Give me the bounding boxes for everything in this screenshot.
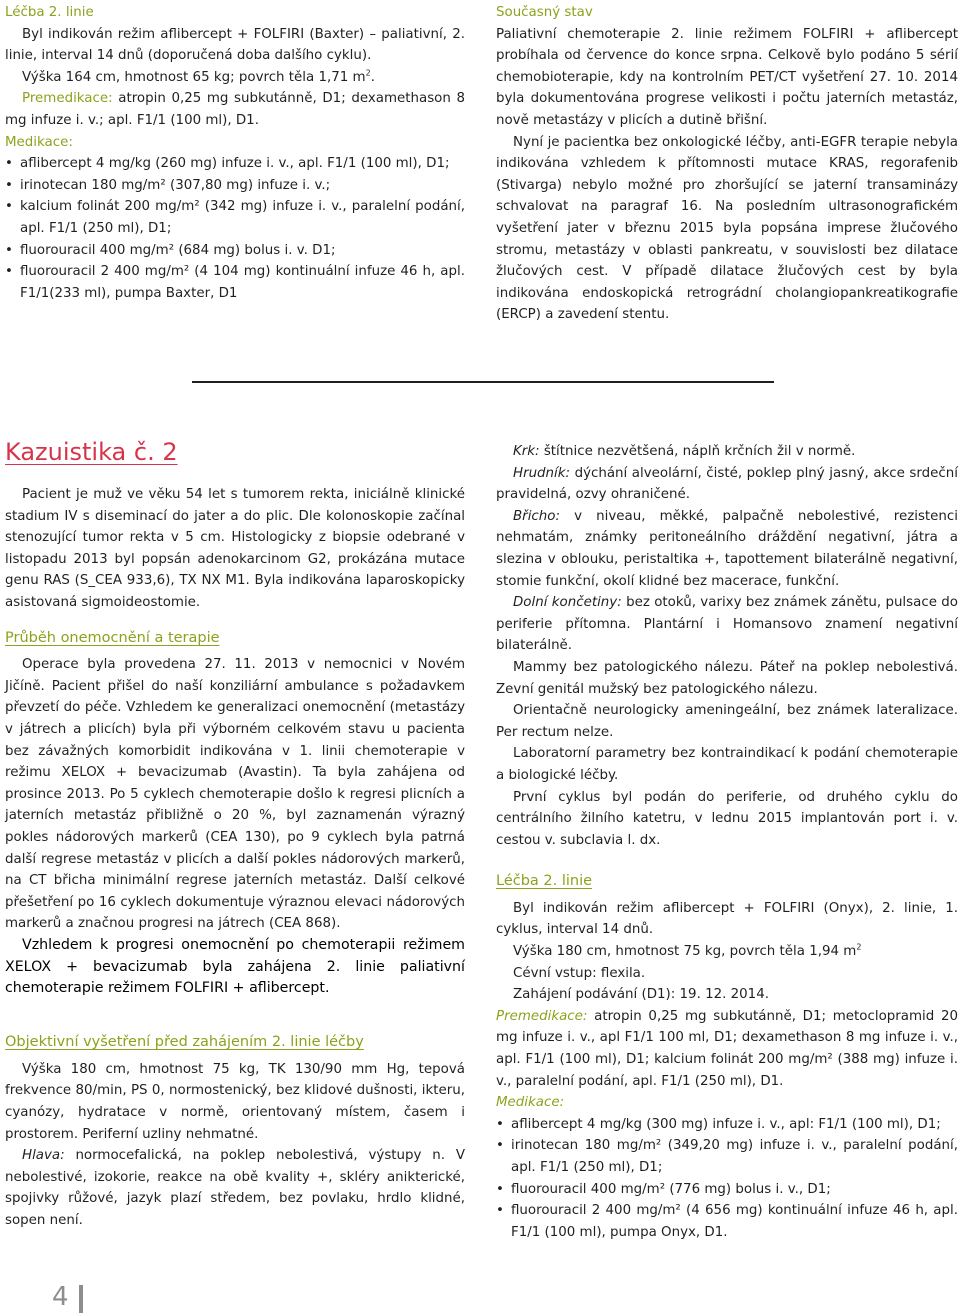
page-number-bar (79, 1285, 83, 1313)
exam-krk: Krk: štítnice nezvětšená, náplň krčních žil v normě. (513, 444, 856, 459)
lecba-bottom-heading: Léčba 2. linie (496, 873, 593, 890)
lecba-para: Byl indikován režim aflibercept + FOLFIRI (Baxter) – paliativní, 2. linie, interval 14 dnů (doporučená doba dalšího cyklu). (5, 26, 465, 64)
right-case-section (496, 441, 958, 1243)
section-heading-soucasny: Současný stav (496, 5, 593, 20)
case-title: Kazuistika č. 2 (5, 438, 178, 466)
exam-heading: Objektivní vyšetření před zahájením 2. linie léčby (5, 1034, 364, 1051)
lecba-med-list (5, 153, 465, 304)
lecba-premed: Premedikace: atropin 0,25 mg subkutánně, D1; dexamethason 8 mg infuze i. v.; apl. F1/1 (100 ml), D1. (5, 91, 465, 128)
list-item: • irinotecan 180 mg/m² (349,20 mg) infuze i. v., paralelní podání, apl. F1/1 (250 ml), D1; (496, 1135, 958, 1178)
list-item: • fluorouracil 400 mg/m² (776 mg) bolus i. v., D1; (496, 1179, 958, 1201)
exam-lab: Laboratorní parametry bez kontraindikací k podání chemoterapie a biologické léčby. (496, 746, 958, 783)
list-item: • aflibercept 4 mg/kg (300 mg) infuze i. v., apl: F1/1 (100 ml), D1; (496, 1114, 958, 1136)
case-intro: Pacient je muž ve věku 54 let s tumorem rekta, iniciálně klinické stadium IV s diseminací do jater a do plic. Dle kolonoskopie začínal stenozující tumor rekta v 5 cm. Histologicky z biopsie odebrané v listopadu 2013 byl popsán adenokarcinom G2, prokázána mutace genu RAS (S_CEA 933,6), TX NX M1. Byla indikována laparoskopicky asistovaná sigmoideostomie. (5, 487, 465, 610)
exam-hrudnik: Hrudník: dýchání alveolární, čisté, poklep plný jasný, akce srdeční pravidelná, ozvy ohraničené. (496, 465, 958, 503)
page-number: 4 (52, 1282, 69, 1312)
left-case-section (5, 484, 465, 1232)
soucasny-para2: Nyní je pacientka bez onkologické léčby, anti-EGFR terapie nebyla indikována vzhledem k přítomnosti mutace KRAS, regorafenib (Stivarga) nebylo možné pro zhoršující se jaterní transaminázy schvalovat na paragraf 16. Na posledním ultrasonografickém vyšetření jater v březnu 2015 byla popsána imprese žlučového stromu, metastázy v oblasti pankreatu, v souvislosti bez dilatace žlučových cest. V případě dilatace žlučových cest by byla indikována endoskopická retrográdní cholangiopankreatikografie (ERCP) a zavedení stentu. (496, 134, 958, 323)
exam-mammy: Mammy bez patologického nálezu. Páteř na poklep nebolestivá. Zevní genitál mužský bez patologického nálezu. (496, 659, 958, 697)
exam-dolni: Dolní končetiny: bez otoků, varixy bez známek zánětu, pulsace do periferie přítomna. Plantární i Homansovo znamení negativní bilaterálně. (496, 595, 958, 654)
lecba-bottom-med-list (496, 1114, 958, 1244)
soucasny-para1: Paliativní chemoterapie 2. linie režimem FOLFIRI + aflibercept probíhala od července do konce srpna. Celkově bylo podáno 5 sérií chemobioterapie, kdy na kontrolním PET/CT vyšetření 27. 10. 2014 byla dokumentována progrese velikosti i počtu jaterních metastáz, nově metastázy v plicích a dutině břišní. (496, 26, 958, 128)
exam-para: Výška 180 cm, hmotnost 75 kg, TK 130/90 mm Hg, tepová frekvence 80/min, PS 0, normostenický, bez klidové dušnosti, ikteru, cyanózy, hydratace v normě, orientovaný místem, časem i prostorem. Periferní uzliny nehmatné. (5, 1061, 465, 1142)
course-para: Operace byla provedena 27. 11. 2013 v nemocnici v Novém Jičíně. Pacient přišel do naší konziliární ambulance s požadavkem převzetí do péče. Vzhledem ke generalizaci onemocnění (metastázy v játrech a plicích) byla při výborném celkovém stavu u pacienta bez závažných komorbidit indikována v 1. linii chemoterapie v režimu XELOX + bevacizumab (Avastin). Ta byla zahájena od prosince 2013. Po 5 cyklech chemoterapie došlo k regresi plicních a jaterních metastáz přibližně o 20 %, byl zaznamenán výrazný pokles nádorových markerů (CEA 130), po 9 cyklech byla patrná další regrese metastáz v plicích a další pokles nádorových markerů, na CT břicha minimální regrese jaterních metastáz. Další celkové přešetření po 16 cyklech dokumentuje výraznou elevaci nádorových markerů a značnou progresi na játrech (CEA 868). (5, 657, 465, 932)
exam-first-cycle: První cyklus byl podán do periferie, od druhého cyklu do centrálního žilního katetru, v lednu 2015 implantován port i. v. cestou v. subclavia l. dx. (496, 789, 958, 848)
list-item: • irinotecan 180 mg/m² (307,80 mg) infuze i. v.; (5, 175, 465, 197)
lecba-bottom-med-label: Medikace: (496, 1095, 565, 1111)
lecba-bottom-height: Výška 180 cm, hmotnost 75 kg, povrch těla 1,94 $m^2$ (513, 942, 862, 960)
course-heading: Průběh onemocnění a terapie (5, 629, 220, 646)
lecba-height: Výška 164 cm, hmotnost 65 kg; povrch těla 1,71 $m^2$. (22, 68, 375, 85)
lecba-bottom-access: Cévní vstup: flexila. (513, 965, 646, 981)
exam-neuro: Orientačně neurologicky ameningeální, bez známek lateralizace. Per rectum nelze. (496, 703, 958, 740)
list-item: • fluorouracil 2 400 mg/m² (4 104 mg) kontinuální infuze 46 h, apl. F1/1(233 ml), pumpa Baxter, D1 (5, 261, 465, 304)
left-top-section (5, 2, 465, 304)
list-item: • kalcium folinát 200 mg/m² (342 mg) infuze i. v., paralelní podání, apl. F1/1 (250 ml), D1; (5, 196, 465, 239)
section-heading-lecba: Léčba 2. linie (5, 5, 94, 20)
exam-hlava: Hlava: normocefalická, na poklep nebolestivá, výstupy n. V nebolestivé, izokorie, reakce na obě kvality +, skléry anikterické, spojivky růžové, jazyk plazí středem, bez povlaku, hrdlo klidné, sopen nenı́. (5, 1148, 465, 1229)
course-emphasis: Vzhledem k progresi onemocnění po chemoterapii režimem XELOX + bevacizumab byla zahájena 2. linie paliativní chemoterapie režimem FOLFIRI + aflibercept. (5, 936, 465, 997)
list-item: • fluorouracil 400 mg/m² (684 mg) bolus i. v. D1; (5, 240, 465, 262)
right-top-section (496, 2, 958, 326)
lecba-bottom-para: Byl indikován režim aflibercept + FOLFIRI (Onyx), 2. linie, 1. cyklus, interval 14 dnů. (496, 900, 958, 938)
lecba-bottom-start: Zahájení podávání (D1): 19. 12. 2014. (513, 987, 769, 1003)
list-item: • aflibercept 4 mg/kg (260 mg) infuze i. v., apl. F1/1 (100 ml), D1; (5, 153, 465, 175)
lecba-bottom-premed: Premedikace: atropin 0,25 mg subkutánně, D1; metoclopramid 20 mg infuze i. v., apl F1/1 100 ml, D1; dexamethason 8 mg infuze i. v., apl. F1/1 (100 ml), D1; kalcium folinát 200 mg/m² (388 mg) infuze i. v., paralelní podání, apl. F1/1 (250 ml), D1. (496, 1008, 958, 1089)
lecba-med-label: Medikace: (5, 134, 73, 150)
section-divider (192, 381, 774, 383)
list-item: • fluorouracil 2 400 mg/m² (4 656 mg) kontinuální infuze 46 h, apl. F1/1 (100 ml), pumpa Onyx, D1. (496, 1200, 958, 1243)
exam-bricho: Břicho: v niveau, měkké, palpačně nebolestivé, rezistenci nehmatám, známky peritoneálního dráždění negativní, játra a slezina v oblouku, peristaltika +, tapottement bilaterálně negativní, stomie funkční, okolí klidné bez macerace, funkční. (496, 508, 958, 589)
